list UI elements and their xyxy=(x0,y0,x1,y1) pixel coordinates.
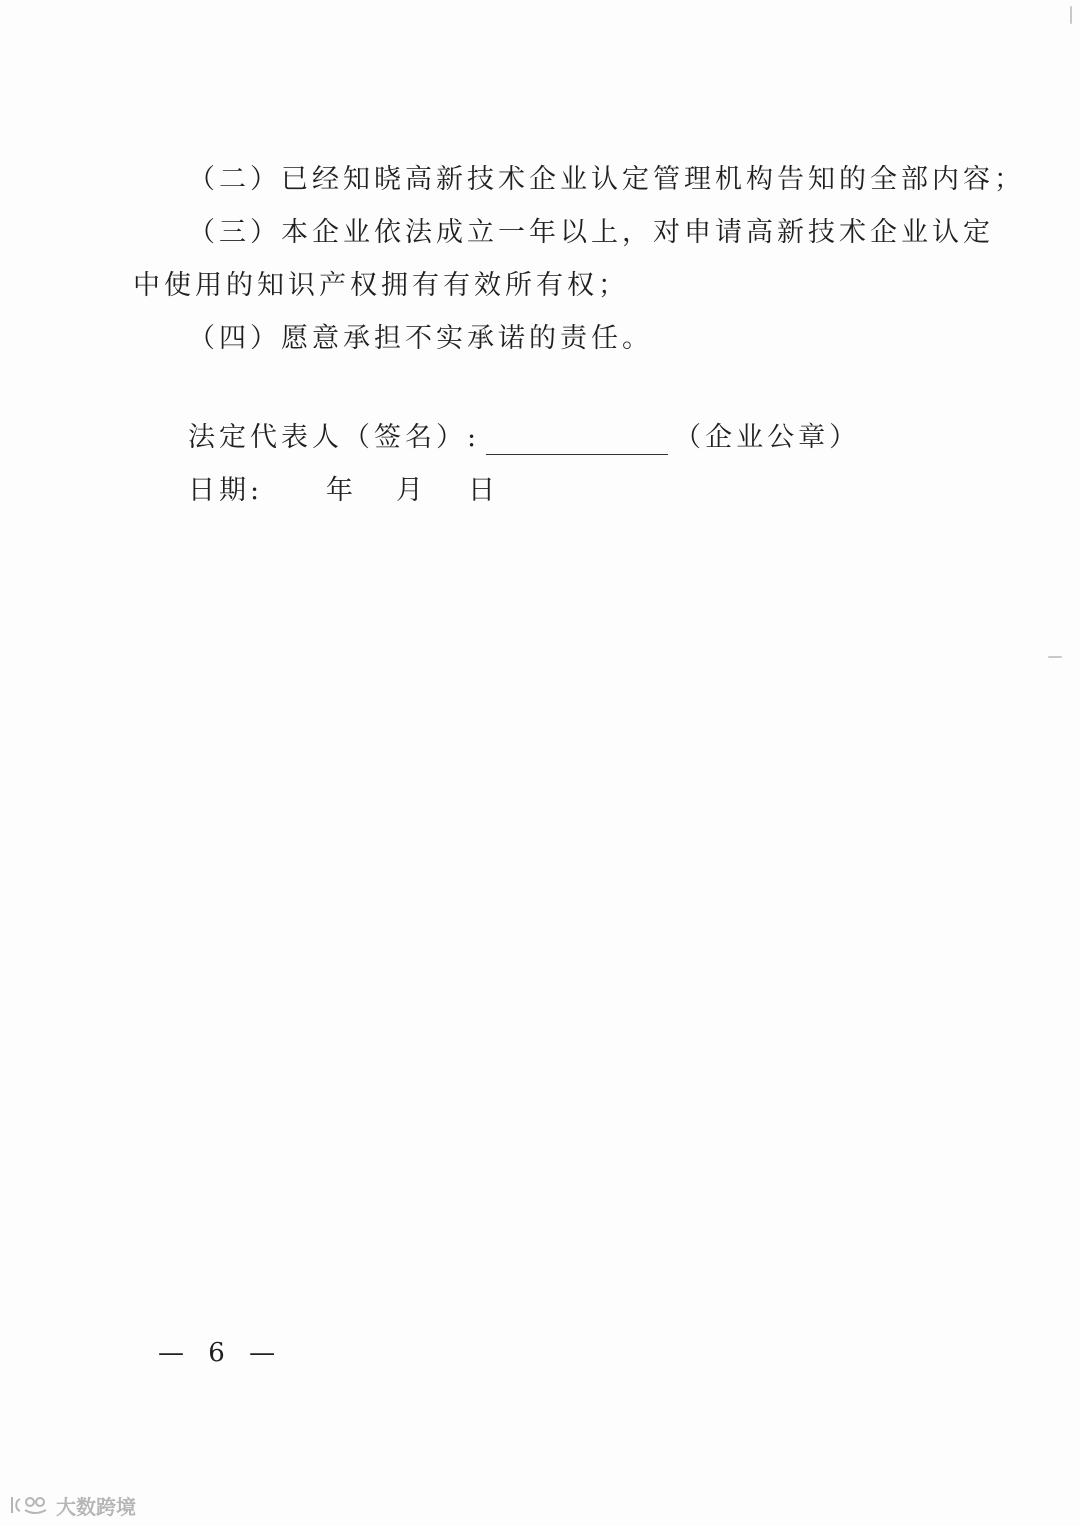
scan-speck xyxy=(1070,6,1072,24)
clause-three-continued: 中使用的知识产权拥有有效所有权； xyxy=(133,270,629,301)
clause-three: （三）本企业依法成立一年以上，对申请高新技术企业认定 xyxy=(188,217,994,248)
signature-blank xyxy=(486,428,668,455)
company-seal-label: （企业公章） xyxy=(674,422,861,453)
watermark-logo-icon xyxy=(8,1493,52,1517)
signature-row xyxy=(188,421,860,455)
date-year-label: 年 xyxy=(326,475,357,506)
date-day-label: 日 xyxy=(468,475,499,506)
date-row xyxy=(188,474,508,508)
watermark-text: 大数跨境 xyxy=(56,1494,136,1519)
scan-speck xyxy=(1048,656,1062,658)
watermark xyxy=(8,1492,136,1518)
signature-label: 法定代表人（签名）: xyxy=(188,422,481,453)
page-number: — 6 — xyxy=(158,1338,284,1368)
date-label: 日期: xyxy=(188,475,264,506)
date-month-label: 月 xyxy=(396,475,427,506)
clause-four: （四）愿意承担不实承诺的责任。 xyxy=(188,323,653,354)
clause-two: （二）已经知晓高新技术企业认定管理机构告知的全部内容； xyxy=(188,164,1025,195)
